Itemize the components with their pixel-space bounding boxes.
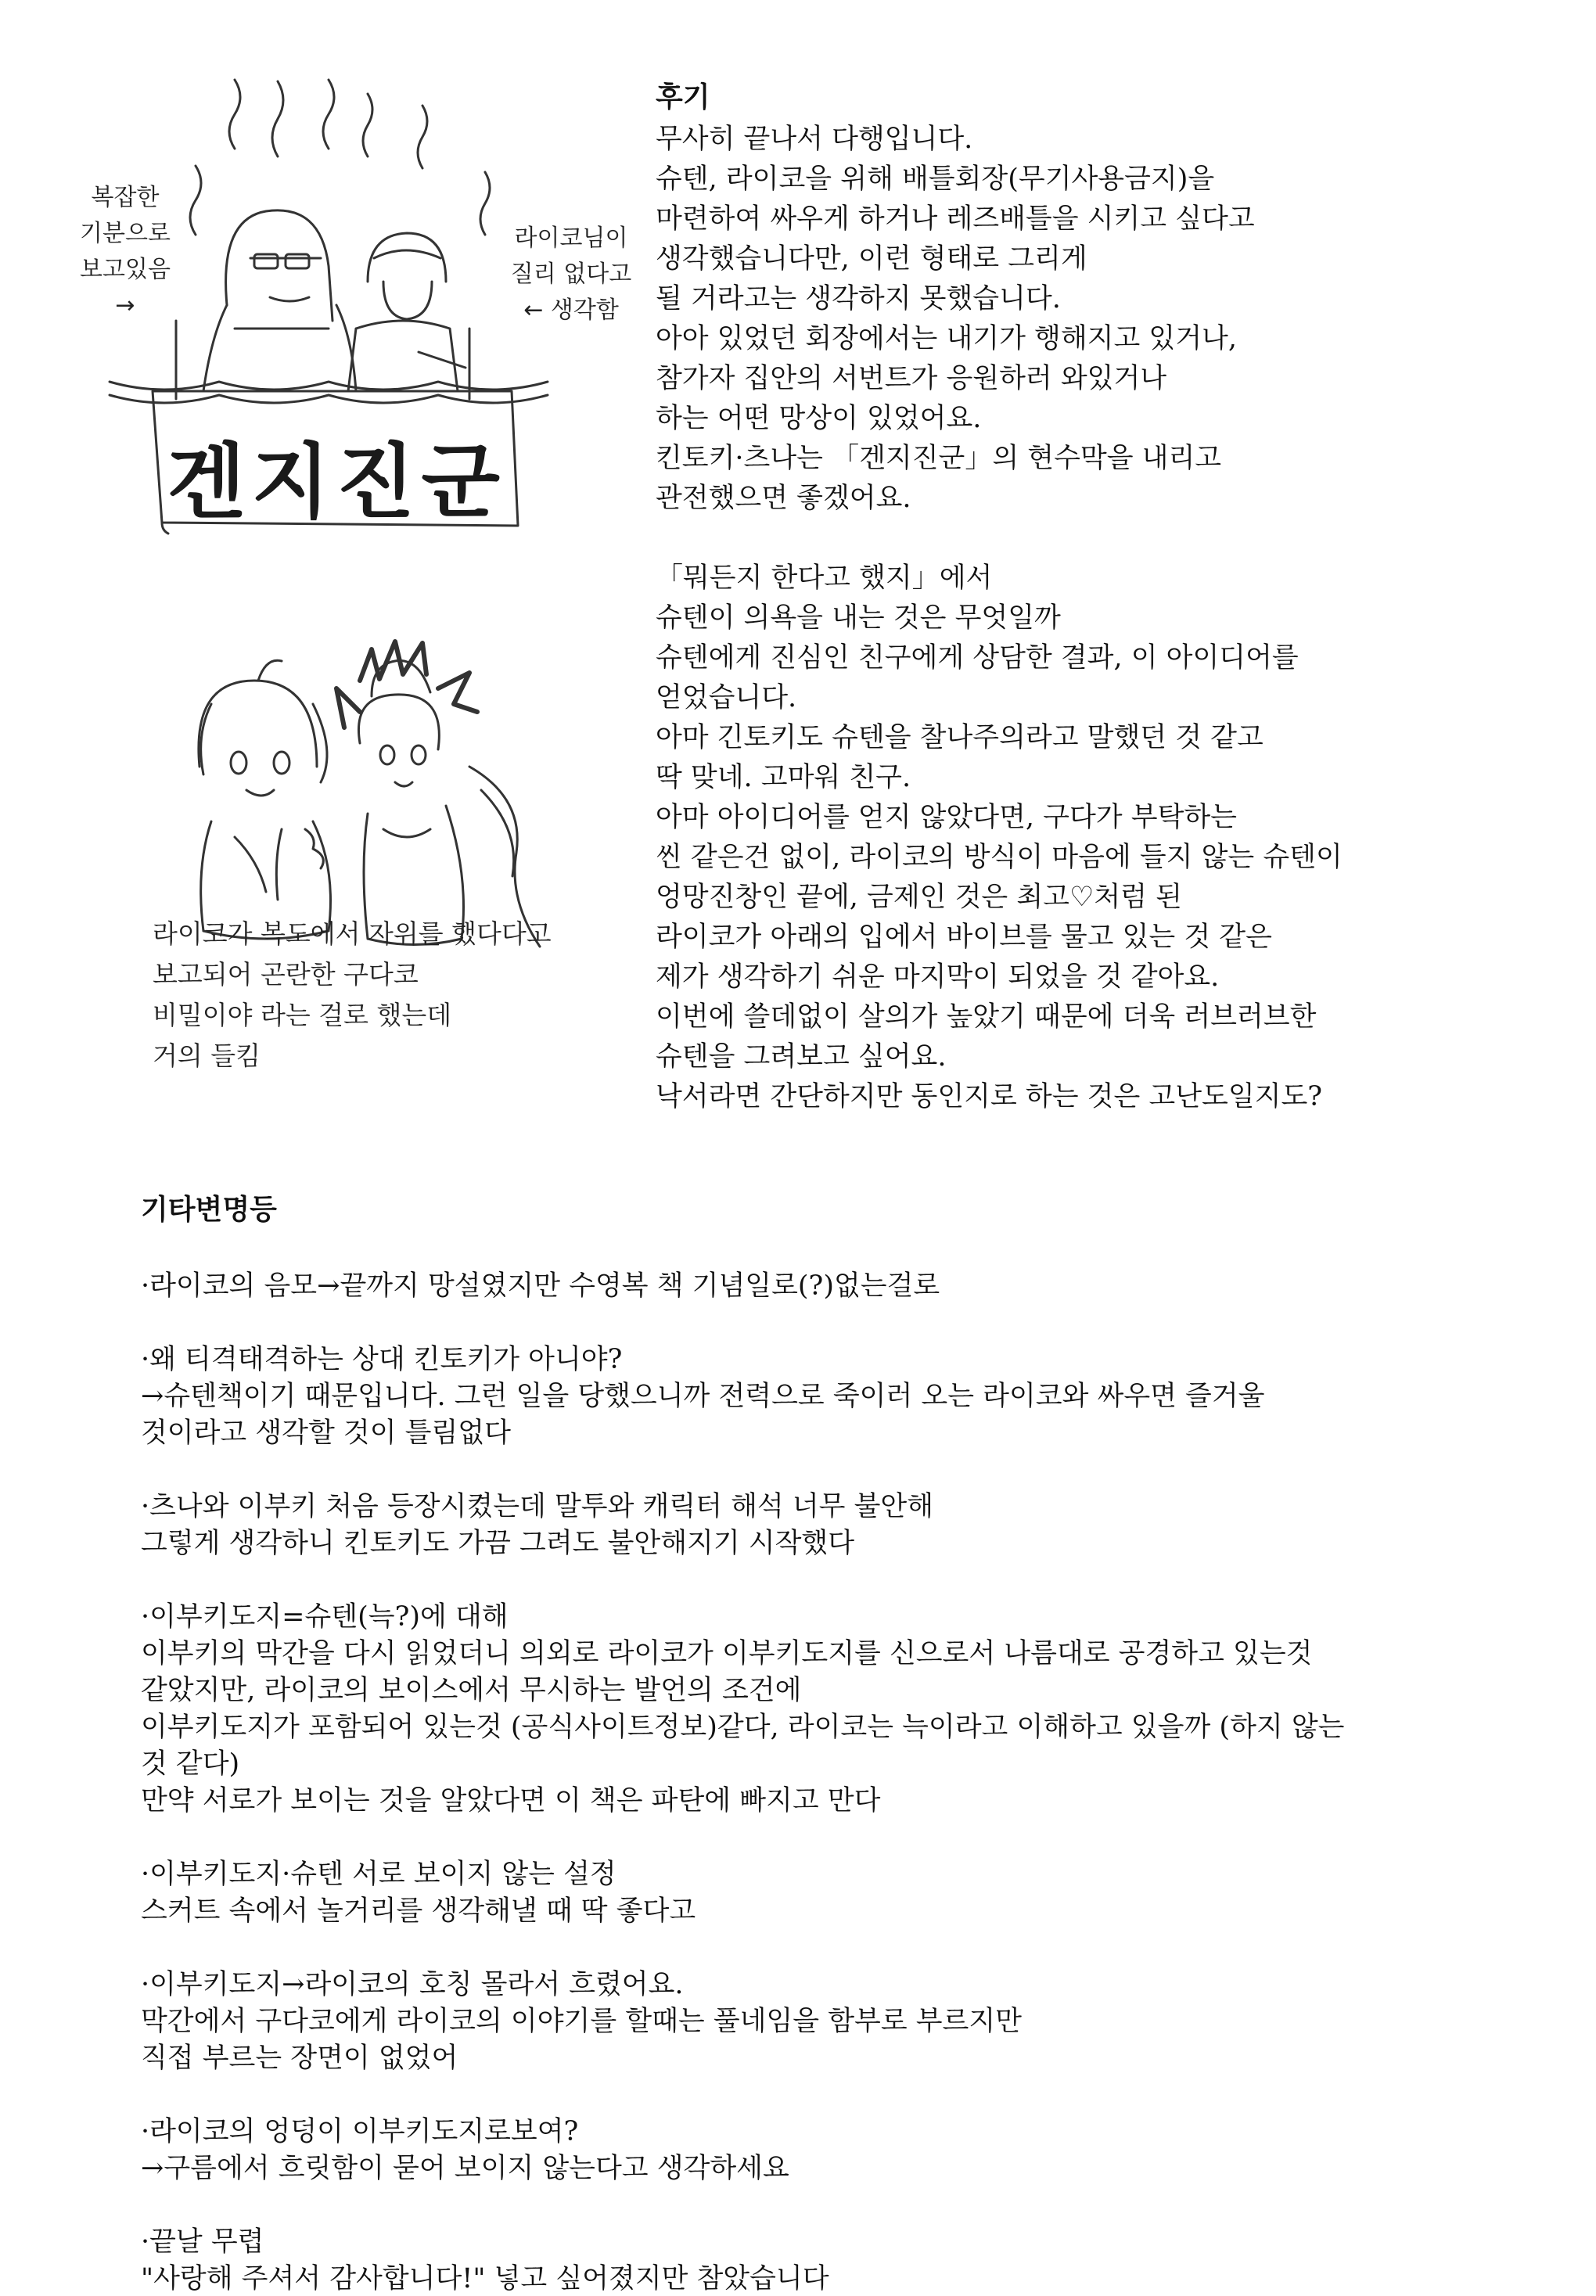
afterword-line: 하는 어떤 망상이 있었어요. (656, 403, 982, 434)
afterword-line: 무사히 끝나서 다행입니다. (656, 124, 973, 155)
afterword-line: 슈텐을 그려보고 싶어요. (656, 1041, 947, 1073)
caption-line: 라이코가 복도에서 자위를 했다다고 (153, 918, 552, 949)
misc-line: ·라이코의 엉덩이 이부키도지로보여? (141, 2116, 579, 2147)
misc-line: ·이부키도지·슈텐 서로 보이지 않는 설정 (141, 1859, 616, 1890)
afterword-line: 제가 생각하기 쉬운 마지막이 되었을 것 같아요. (656, 961, 1220, 993)
afterword-line: 라이코가 아래의 입에서 바이브를 물고 있는 것 같은 (656, 922, 1272, 953)
note-right-line: 질리 없다고 (510, 261, 632, 288)
afterword-line: 될 거라고는 생각하지 못했습니다. (656, 283, 1061, 314)
misc-line: ·끝날 무렵 (141, 2226, 264, 2258)
caption-bottom (153, 914, 552, 1076)
misc-line: ·이부키도지→라이코의 호칭 몰라서 흐렸어요. (141, 1969, 684, 2000)
afterword-line: 마련하여 싸우게 하거나 레즈배틀을 시키고 싶다고 (656, 203, 1255, 235)
afterword-line: 아마 아이디어를 얻지 않았다면, 구다가 부탁하는 (656, 802, 1237, 833)
caption-line: 보고되어 곤란한 구다코 (153, 959, 419, 990)
afterword-line: 얻었습니다. (656, 682, 797, 713)
caption-line: 거의 들킴 (153, 1040, 261, 1071)
misc-title: 기타변명등 (141, 1193, 277, 1226)
caption-line: 비밀이야 라는 걸로 했는데 (153, 1000, 452, 1030)
misc-line: ·이부키도지=슈텐(늑?)에 대해 (141, 1601, 509, 1633)
afterword-line: 슈텐에게 진심인 친구에게 상담한 결과, 이 아이디어를 (656, 642, 1299, 674)
misc-line: 이부키의 막간을 다시 읽었더니 의외로 라이코가 이부키도지를 신으로서 나름대로 공경하고 있는것 (141, 1638, 1313, 1669)
afterword-line: 이번에 쓸데없이 살의가 높았기 때문에 더욱 러브러브한 (656, 1001, 1317, 1033)
misc-line: 것 같다) (141, 1748, 240, 1780)
afterword-line: 참가자 집안의 서번트가 응원하러 와있거나 (656, 363, 1167, 394)
misc-line: "사랑해 주셔서 감사합니다!" 넣고 싶어졌지만 참았습니다 (141, 2263, 829, 2294)
afterword-line: 엉망진창인 끝에, 금제인 것은 최고♡처럼 된 (656, 882, 1182, 913)
note-left-line: 복잡한 (91, 184, 160, 211)
misc-line: →구름에서 흐릿함이 묻어 보이지 않는다고 생각하세요 (141, 2153, 789, 2184)
note-left-line: → (115, 292, 135, 319)
afterword-line: 슈텐이 의욕을 내는 것은 무엇일까 (656, 602, 1061, 634)
misc-line: 그렇게 생각하니 킨토키도 가끔 그려도 불안해지기 시작했다 (141, 1528, 855, 1559)
banner-text: 겐지진군 (167, 434, 506, 530)
misc-line: ·왜 티격태격하는 상대 킨토키가 아니야? (141, 1344, 623, 1375)
misc-line: 만약 서로가 보이는 것을 알았다면 이 책은 파탄에 빠지고 만다 (141, 1785, 881, 1816)
afterword-line: 씬 같은건 없이, 라이코의 방식이 마음에 들지 않는 슈텐이 (656, 842, 1343, 873)
afterword-line: 관전했으면 좋겠어요. (656, 483, 911, 514)
note-right-line: ← 생각함 (523, 296, 619, 324)
afterword-line: 낙서라면 간단하지만 동인지로 하는 것은 고난도일지도? (656, 1081, 1323, 1112)
afterword-line: 「뭐든지 한다고 했지」에서 (656, 562, 993, 594)
afterword-line: 아아 있었던 회장에서는 내기가 행해지고 있거나, (656, 323, 1237, 354)
note-right-line: 라이코님이 (514, 225, 628, 252)
misc-line: ·츠나와 이부키 처음 등장시켰는데 말투와 캐릭터 해석 너무 불안해 (141, 1491, 934, 1522)
misc-line: ·라이코의 음모→끝까지 망설였지만 수영복 책 기념일로(?)없는걸로 (141, 1270, 940, 1302)
misc-line: 직접 부르는 장면이 없었어 (141, 2043, 458, 2074)
afterword-line: 딱 맞네. 고마워 친구. (656, 762, 911, 793)
misc-line: 스커트 속에서 놀거리를 생각해낼 때 딱 좋다고 (141, 1895, 696, 1927)
afterword-line: 생각했습니다만, 이런 형태로 그리게 (656, 243, 1087, 275)
afterword-line: 아마 긴토키도 슈텐을 찰나주의라고 말했던 것 같고 (656, 722, 1264, 753)
note-left-line: 기분으로 (80, 220, 171, 247)
afterword-line: 킨토키·츠나는 「겐지진군」의 현수막을 내리고 (656, 443, 1222, 474)
misc-line: 것이라고 생각할 것이 틀림없다 (141, 1417, 511, 1449)
afterword-line: 슈텐, 라이코을 위해 배틀회장(무기사용금지)을 (656, 163, 1215, 195)
misc-line: 같았지만, 라이코의 보이스에서 무시하는 발언의 조건에 (141, 1675, 802, 1706)
misc-line: →슈텐책이기 때문입니다. 그런 일을 당했으니까 전력으로 죽이러 오는 라이코와 싸우면 즐거울 (141, 1381, 1265, 1412)
misc-line: 이부키도지가 포함되어 있는것 (공식사이트정보)같다, 라이코는 늑이라고 이해하고 있을까 (하지 않는 (141, 1712, 1345, 1743)
note-left-line: 보고있음 (80, 256, 171, 283)
misc-line: 막간에서 구다코에게 라이코의 이야기를 할때는 풀네임을 함부로 부르지만 (141, 2006, 1022, 2037)
afterword-title: 후기 (656, 81, 710, 113)
